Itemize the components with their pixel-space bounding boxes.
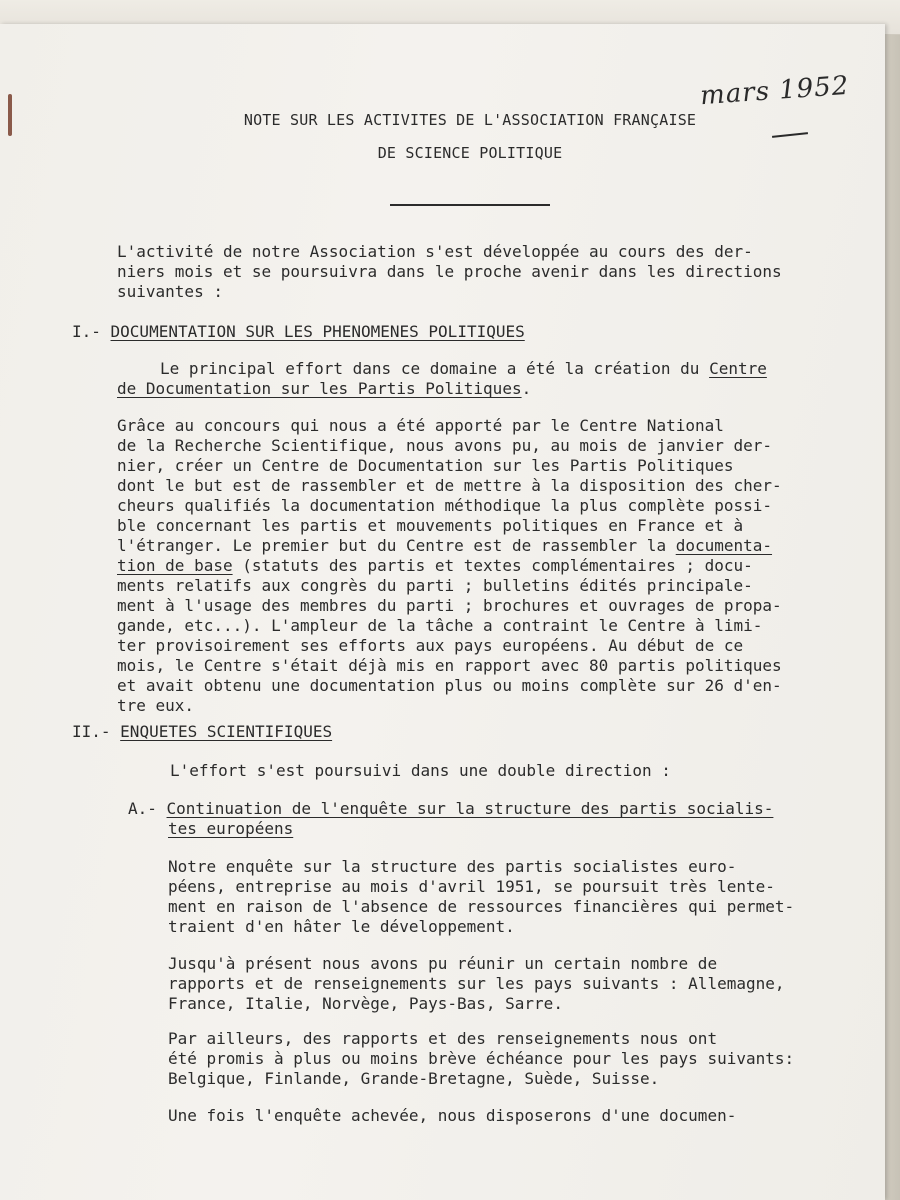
section-1-number: I.- xyxy=(72,322,111,341)
intro-paragraph: L'activité de notre Association s'est développée au cours des der- niers mois et se poursuivra dans le proche avenir dans les directions suivantes : xyxy=(117,242,782,301)
section-2a-para-1: Notre enquête sur la structure des partis socialistes euro- péens, entreprise au mois d'avril 1951, se poursuit très lente- ment en raison de l'absence de ressources financières qui permet- traient d'en hâter le développement. xyxy=(168,857,795,936)
section-2-para-1: L'effort s'est poursuivi dans une double direction : xyxy=(170,761,671,780)
section-2a-title-line-1: Continuation de l'enquête sur la structure des partis socialis- xyxy=(166,799,774,818)
section-2a-para-2: Jusqu'à présent nous avons pu réunir un certain nombre de rapports et de renseignements sur les pays suivants : Allemagne, France, Italie, Norvège, Pays-Bas, Sarre. xyxy=(168,954,785,1013)
document-page xyxy=(0,24,885,1200)
document-title xyxy=(200,104,740,170)
section-1-para-1-end: . xyxy=(521,379,532,398)
section-2a-heading-line-2 xyxy=(168,819,293,839)
staple-mark xyxy=(8,94,12,136)
section-1-para-1-text: Le principal effort dans ce domaine a été la création du xyxy=(160,359,710,378)
section-1-para-1-underline-1: Centre xyxy=(709,359,767,378)
section-2-title: ENQUETES SCIENTIFIQUES xyxy=(120,722,333,741)
handwritten-date: mars 1952 xyxy=(699,70,851,112)
title-line-1: NOTE SUR LES ACTIVITES DE L'ASSOCIATION FRANÇAISE xyxy=(243,111,697,129)
section-2-number: II.- xyxy=(72,722,121,741)
handwritten-underline xyxy=(772,132,808,138)
section-1-para-1-underline-2: de Documentation sur les Partis Politiques xyxy=(117,379,522,398)
section-1-heading xyxy=(72,322,525,342)
section-1-para-2-underline: documenta- xyxy=(675,536,773,555)
section-1-para-1 xyxy=(160,359,767,379)
section-1-para-2-text: Grâce au concours qui nous a été apporté par le Centre National de la Recherche Scientifique, nous avons pu, au mois de janvier der- nier, créer un Centre de Documentation sur les Partis Politiques dont le but est de rassembler et de mettre à la disposition des cher- cheurs qualifiés la documentation méthodique la plus complète possi- ble concernant les partis et mouvements politiques en France et à l'étranger. Le premier but du Centre est de rassembler la xyxy=(117,416,782,555)
section-2a-para-3: Par ailleurs, des rapports et des renseignements nous ont été promis à plus ou moins brève échéance pour les pays suivants: Belgique, Finlande, Grande-Bretagne, Suède, Suisse. xyxy=(168,1029,795,1088)
section-1-para-2-rest: (statuts des partis et textes complémentaires ; docu- ments relatifs aux congrès du parti ; bulletins édités principale- ment à l'usage des membres du parti ; brochures et ouvrages de propa- gande, etc...). L'ampleur de la tâche a contraint le Centre à limi- ter provisoirement ses efforts aux pays européens. Au début de ce mois, le Centre s'était déjà mis en rapport avec 80 partis politiques et avait obtenu une documentation plus ou moins complète sur 26 d'en- tre eux. xyxy=(117,556,782,715)
section-1-para-2 xyxy=(117,416,782,716)
section-1-title: DOCUMENTATION SUR LES PHENOMENES POLITIQUES xyxy=(110,322,525,341)
section-2a-title-line-2: tes européens xyxy=(168,819,294,838)
section-2-heading xyxy=(72,722,332,742)
section-2a-number: A.- xyxy=(128,799,167,818)
title-rule xyxy=(390,204,550,206)
section-1-para-2-underline-2: tion de base xyxy=(117,556,233,575)
section-1-para-1-line-2 xyxy=(117,379,531,399)
title-line-2: DE SCIENCE POLITIQUE xyxy=(377,144,563,162)
section-2a-para-4: Une fois l'enquête achevée, nous disposerons d'une documen- xyxy=(168,1106,737,1125)
section-2a-heading xyxy=(128,799,773,819)
